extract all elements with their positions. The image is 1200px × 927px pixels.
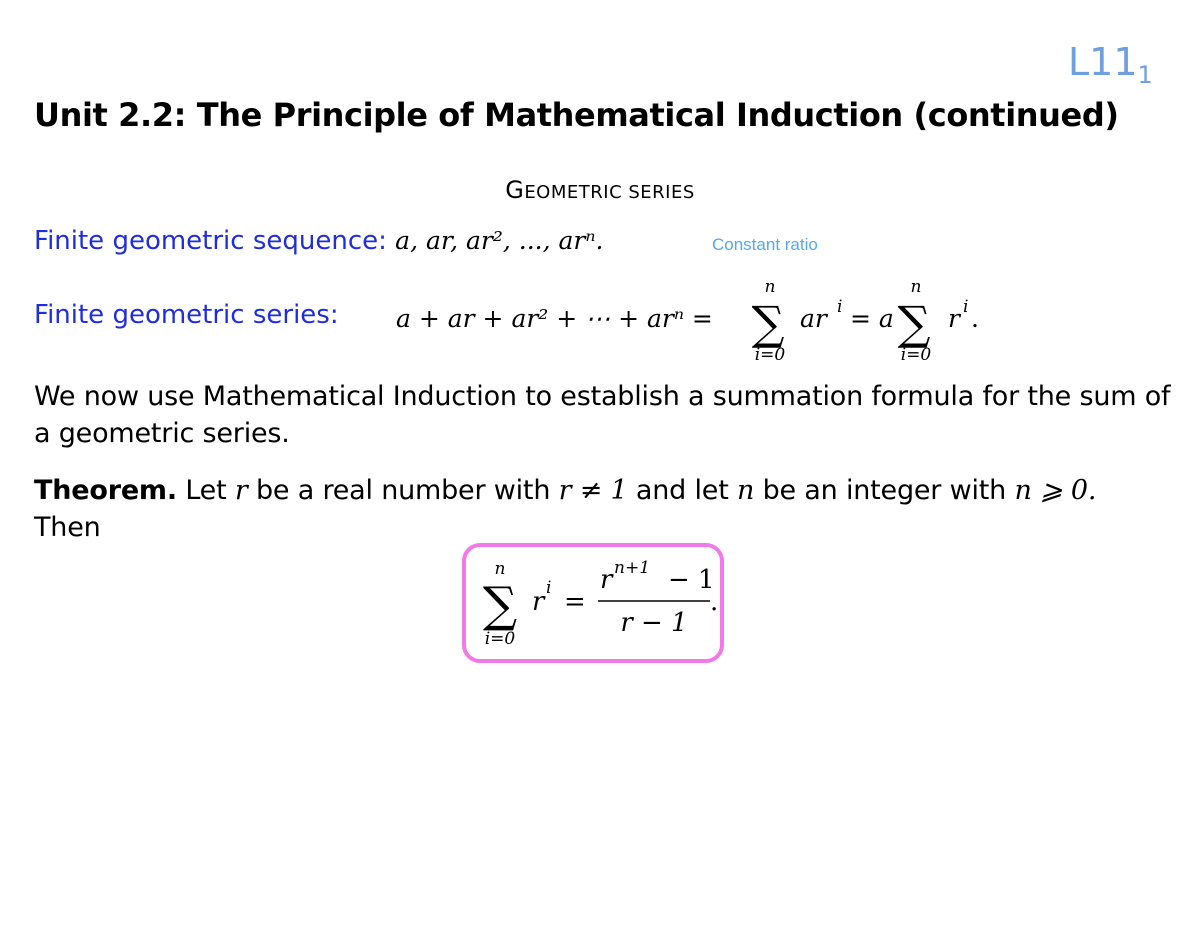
formula-period: .	[710, 587, 719, 617]
sigma-symbol-3: ∑	[482, 577, 518, 633]
slide-title: Unit 2.2: The Principle of Mathematical Induction (continued)	[34, 96, 1119, 134]
formula-denominator: r − 1	[620, 608, 688, 638]
series-term-2: r	[948, 304, 960, 333]
series-period: .	[971, 304, 979, 333]
series-label: Finite geometric series:	[34, 300, 339, 330]
series-sum-upper-1: n	[764, 277, 776, 297]
constant-ratio-annotation: Constant ratio	[712, 235, 818, 254]
formula-numerator-tail: − 1	[668, 565, 715, 595]
section-heading: GEOMETRIC SERIES	[505, 176, 695, 204]
formula-base-exp: i	[546, 578, 552, 598]
formula-equals: =	[564, 587, 586, 617]
sequence-line	[34, 226, 603, 256]
series-sum-lower-2: i=0	[900, 345, 932, 365]
sigma-symbol-1: ∑	[751, 296, 785, 350]
series-sum-lower-1: i=0	[754, 345, 786, 365]
theorem-statement: Theorem. Let r be a real number with r ≠ 1 and let n be an integer with n ⩾ 0. Then	[34, 475, 1097, 543]
geometric-sum-formula	[462, 543, 724, 663]
sequence-math: a, ar, ar², ..., arⁿ.	[395, 226, 604, 255]
formula-base: r	[532, 587, 545, 617]
series-term-1-exp: i	[837, 297, 843, 317]
series-sum-upper-2: n	[910, 277, 922, 297]
formula-sum-lower: i=0	[484, 629, 516, 649]
slide-number-label: $L11_1$	[1068, 40, 1153, 89]
formula-sum-upper: n	[494, 559, 506, 579]
series-term-1: ar	[800, 304, 827, 333]
formula-numerator: r	[600, 565, 613, 595]
theorem-then: Then	[34, 512, 101, 543]
sigma-symbol-2: ∑	[897, 296, 931, 350]
series-term-2-exp: i	[963, 297, 969, 317]
formula-numerator-exp: n+1	[614, 558, 651, 578]
series-formula	[390, 272, 1010, 372]
sequence-label: Finite geometric sequence:	[34, 226, 387, 256]
theorem-heading: Theorem.	[34, 475, 177, 506]
series-line	[34, 300, 339, 330]
intro-paragraph: We now use Mathematical Induction to establish a summation formula for the sum of a geometric series.	[34, 381, 1171, 449]
series-equals-a: = a	[850, 304, 894, 333]
series-lhs: a + ar + ar² + ⋯ + arⁿ =	[396, 304, 713, 333]
